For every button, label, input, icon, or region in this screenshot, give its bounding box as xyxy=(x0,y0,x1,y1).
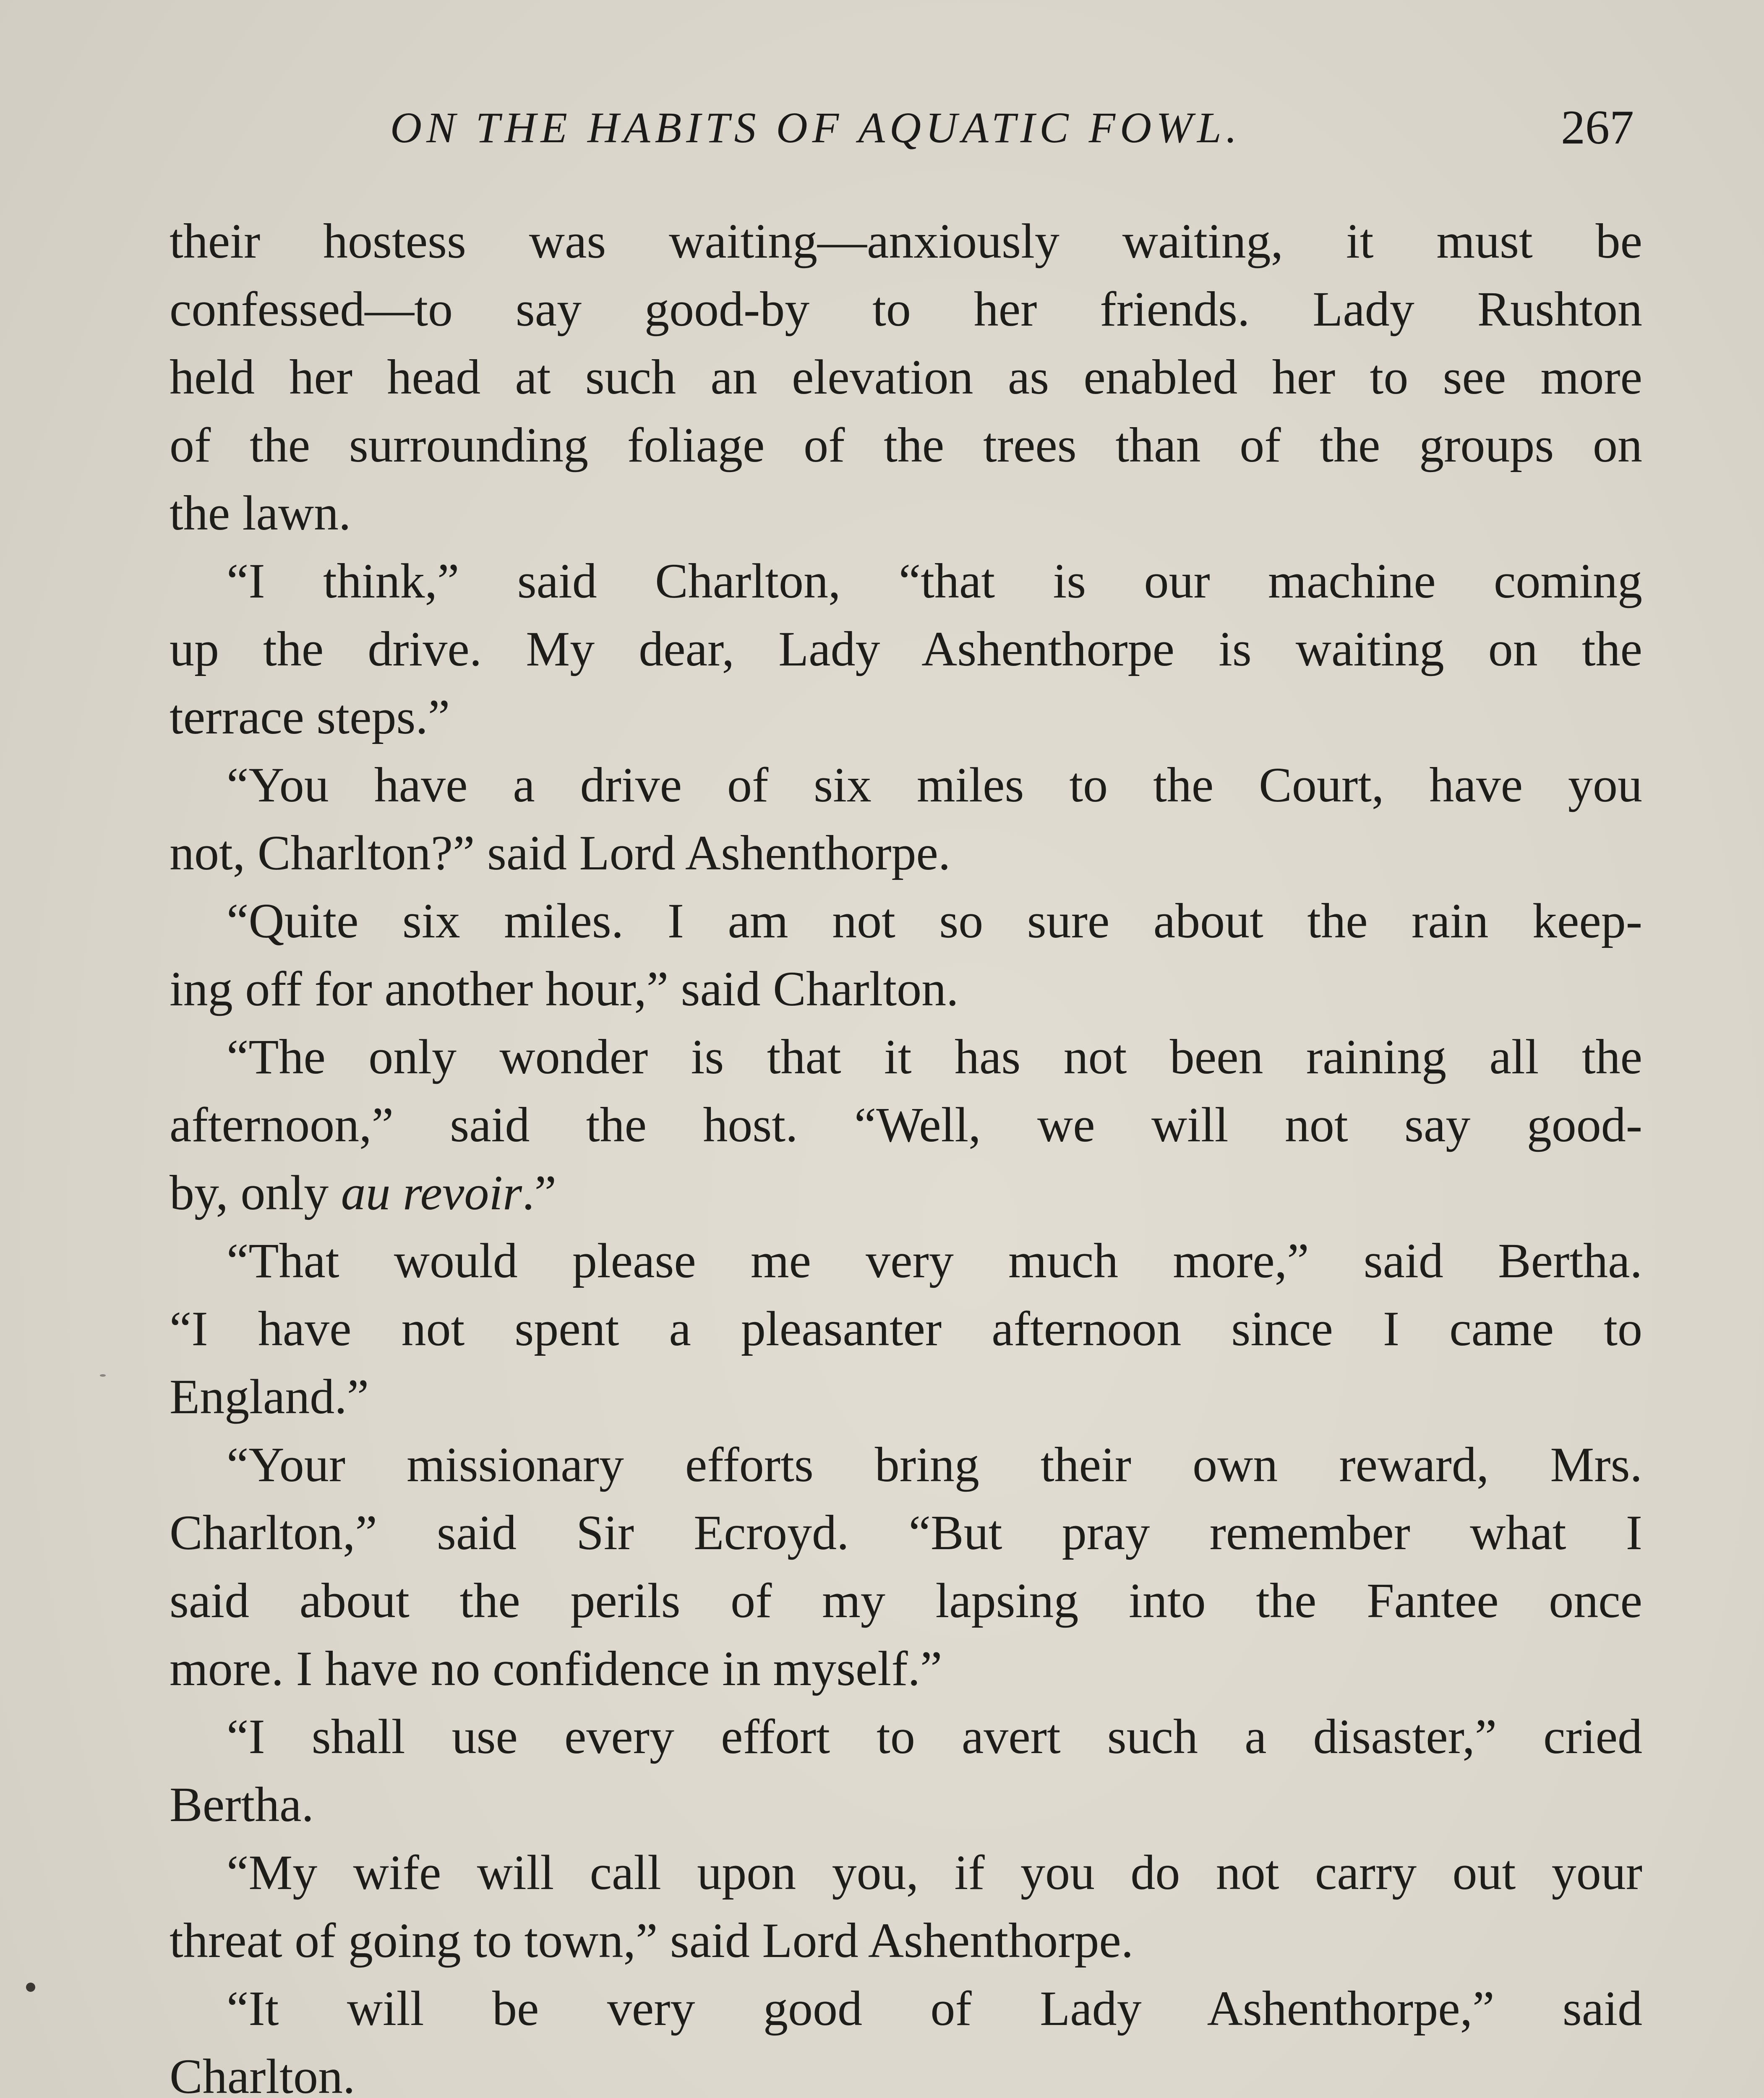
text-line: Charlton,” said Sir Ecroyd. “But pray remember what I xyxy=(170,1505,1642,1560)
line-text: by, only xyxy=(170,1165,341,1220)
text-line: Bertha. xyxy=(170,1777,314,1832)
text-line: “That would please me very much more,” said Bertha. xyxy=(227,1233,1642,1288)
text-line: their hostess was waiting—anxiously waiting, it must be xyxy=(170,214,1642,269)
text-line: of the surrounding foliage of the trees than of the groups on xyxy=(170,418,1642,472)
text-line: “The only wonder is that it has not been raining all the xyxy=(227,1029,1642,1084)
text-line: “My wife will call upon you, if you do not carry out your xyxy=(227,1845,1642,1900)
text-line: Charlton. xyxy=(170,2049,355,2098)
text-line: more. I have no confidence in myself.” xyxy=(170,1641,942,1696)
text-line: ing off for another hour,” said Charlton. xyxy=(170,961,959,1016)
text-line: confessed—to say good-by to her friends. Lady Rushton xyxy=(170,282,1642,337)
text-line: said about the perils of my lapsing into the Fantee once xyxy=(170,1573,1642,1628)
text-line: terrace steps.” xyxy=(170,689,450,744)
text-line: not, Charlton?” said Lord Ashenthorpe. xyxy=(170,825,951,880)
text-line: “Quite six miles. I am not so sure about the rain keep- xyxy=(227,893,1642,948)
text-line: afternoon,” said the host. “Well, we will not say good- xyxy=(170,1097,1642,1152)
page-number: 267 xyxy=(1561,101,1634,154)
text-line: “I think,” said Charlton, “that is our machine coming xyxy=(227,553,1642,608)
text-line xyxy=(170,1161,1642,1224)
text-line: “It will be very good of Lady Ashenthorpe,” said xyxy=(227,1981,1642,2036)
text-line: “I have not spent a pleasanter afternoon since I came to xyxy=(170,1301,1642,1356)
text-line: England.” xyxy=(170,1369,369,1424)
text-line: the lawn. xyxy=(170,485,351,540)
text-line: up the drive. My dear, Lady Ashenthorpe is waiting on the xyxy=(170,621,1642,676)
text-line: “I shall use every effort to avert such a disaster,” cried xyxy=(227,1709,1642,1764)
text-line: “You have a drive of six miles to the Court, have you xyxy=(227,757,1642,812)
text-line: held her head at such an elevation as enabled her to see more xyxy=(170,350,1642,404)
italic-phrase: au revoir xyxy=(341,1165,522,1220)
line-text: .” xyxy=(522,1165,556,1220)
text-line: “Your missionary efforts bring their own reward, Mrs. xyxy=(227,1437,1642,1492)
paper-speck xyxy=(26,1983,35,1992)
paper-speck xyxy=(100,1374,106,1377)
text-line: threat of going to town,” said Lord Ashenthorpe. xyxy=(170,1913,1134,1968)
running-head: ON THE HABITS OF AQUATIC FOWL. xyxy=(390,104,1242,152)
